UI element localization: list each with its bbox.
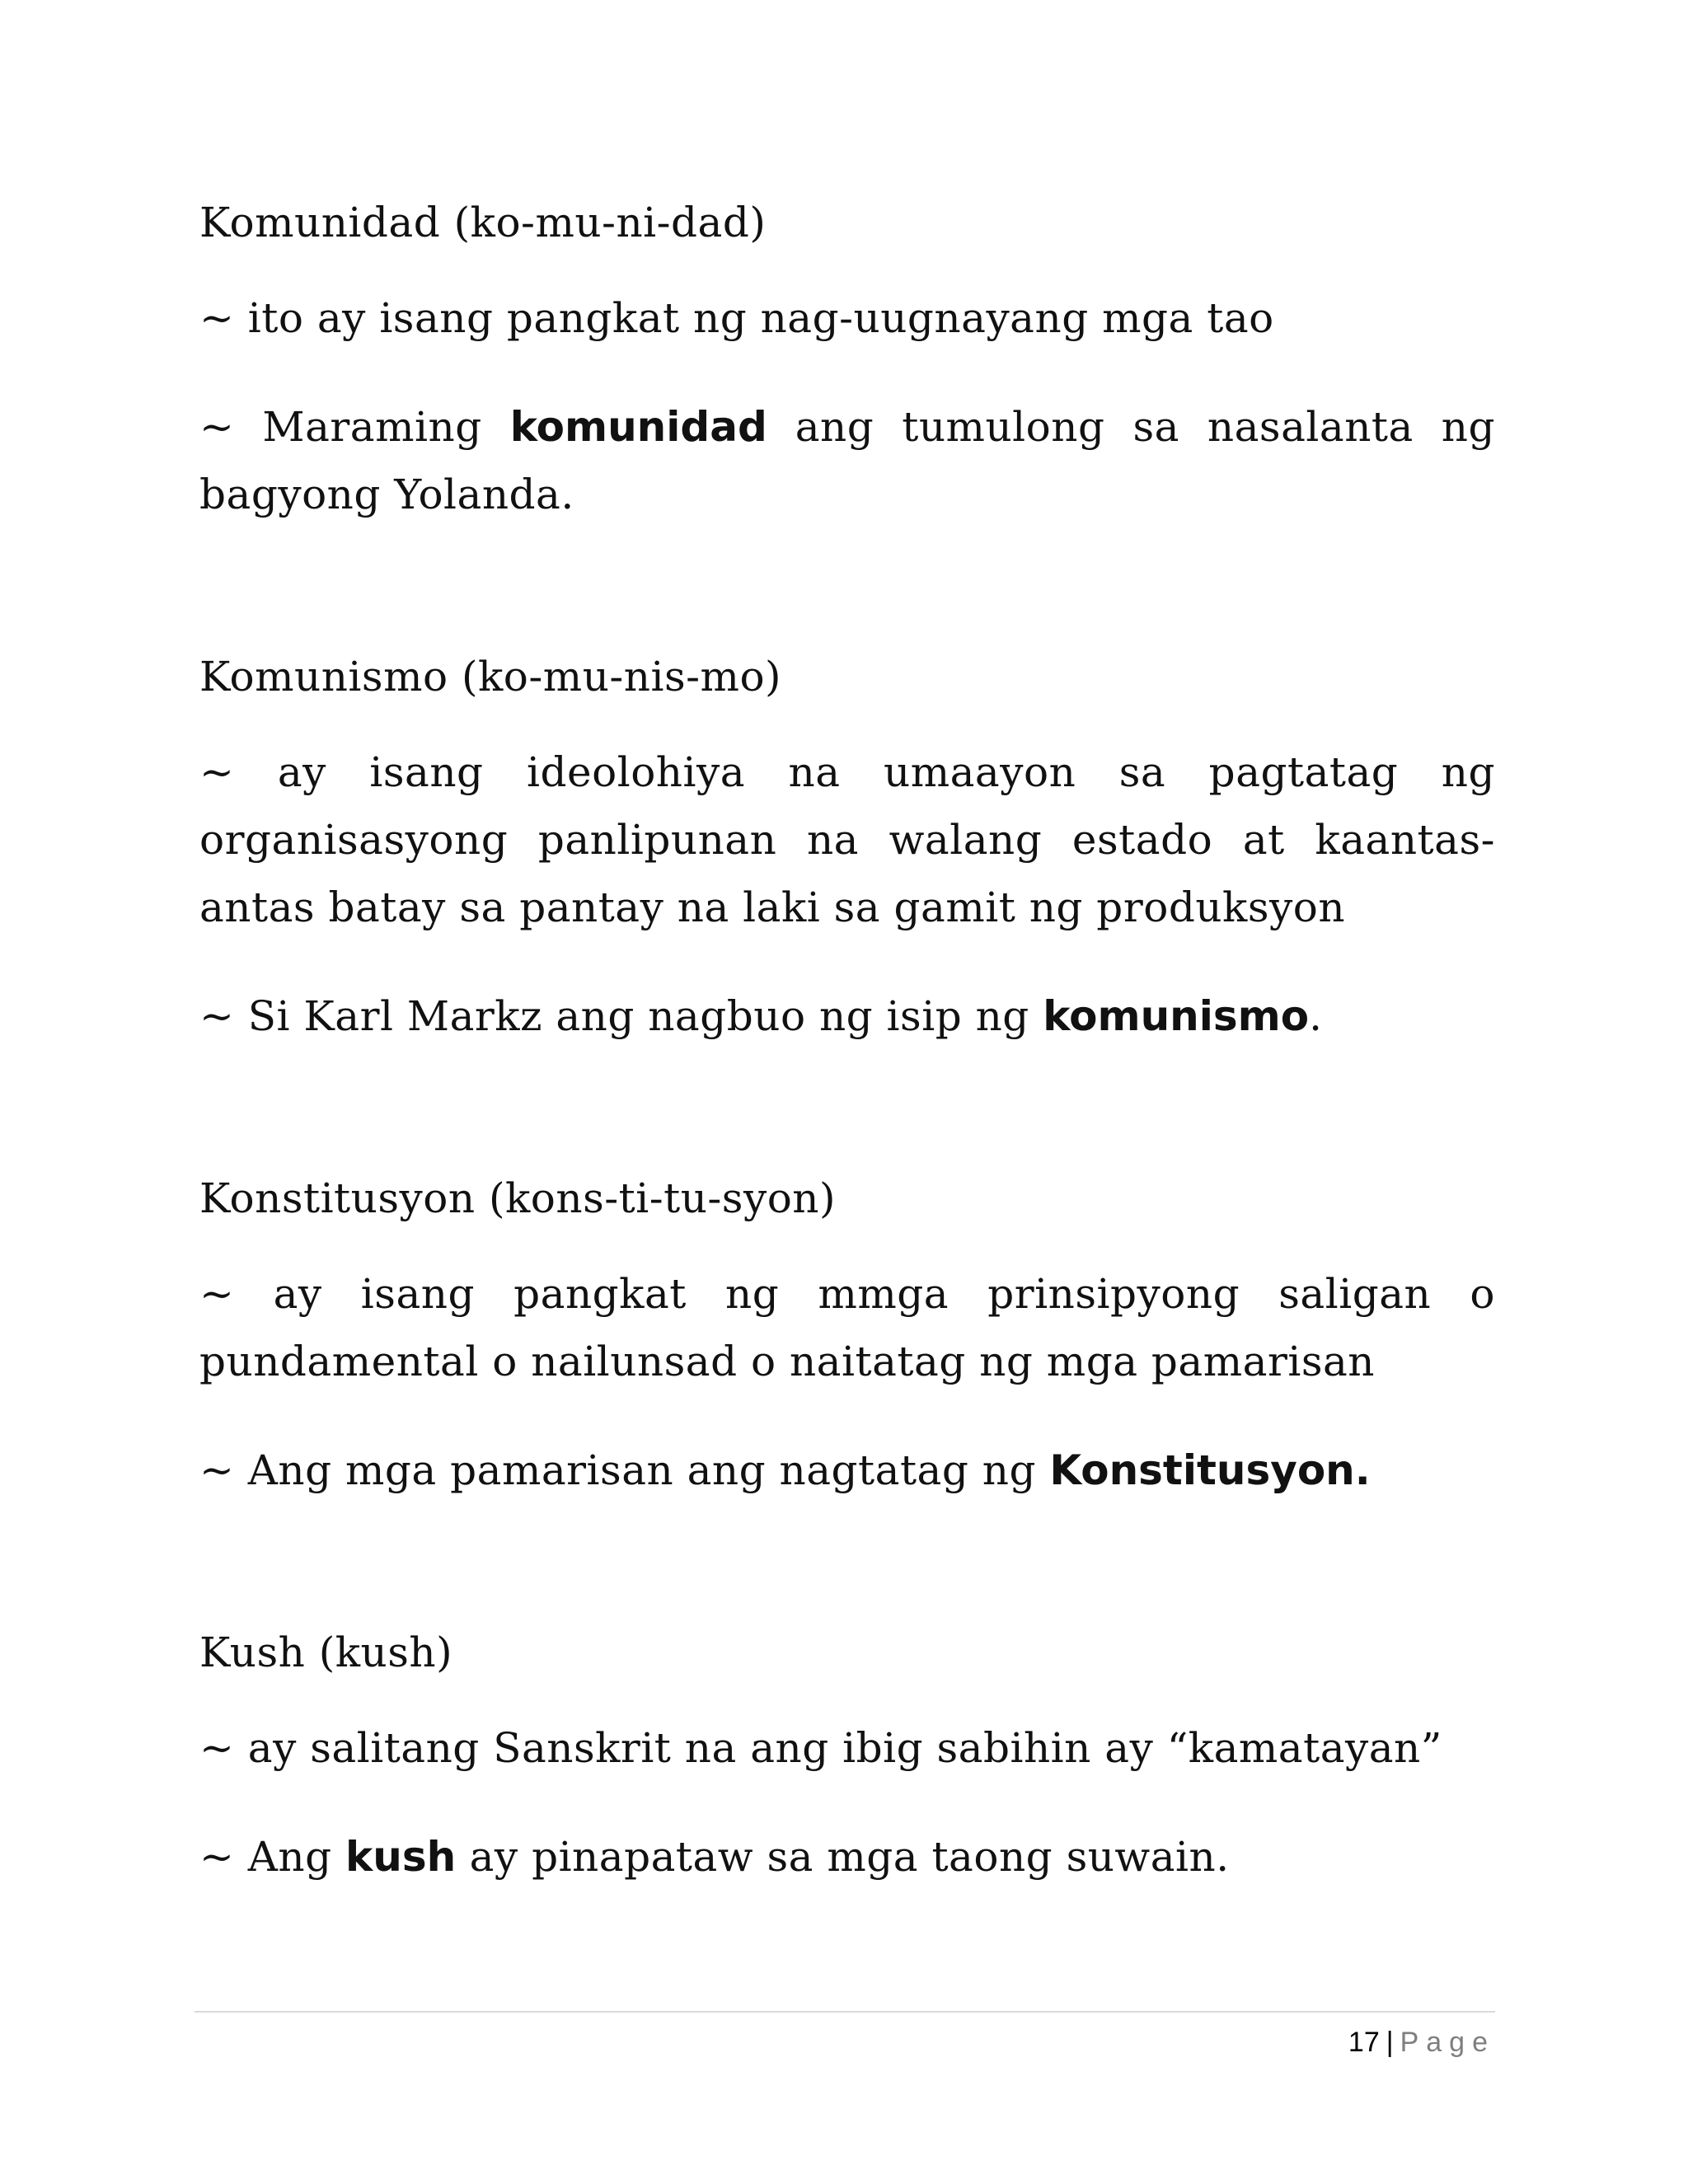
entry-komunidad <box>199 198 1495 528</box>
example-text: . <box>1309 992 1323 1040</box>
document-body <box>199 198 1495 1891</box>
example-text: ~ Si Karl Markz ang nagbuo ng isip ng <box>199 992 1043 1040</box>
entry-example <box>199 982 1495 1050</box>
page-label: Page <box>1400 2027 1495 2058</box>
entry-example <box>199 1823 1495 1891</box>
example-keyword: komunidad <box>509 403 767 451</box>
entry-definition: ~ ay isang ideolohiya na umaayon sa pagtatag ng organisasyong panlipunan na walang estado at kaantas-antas batay sa pantay na laki sa gamit ng produksyon <box>199 748 1495 931</box>
example-text: ~ Ang mga pamarisan ang nagtatag ng <box>199 1446 1050 1494</box>
example-keyword: komunismo <box>1043 992 1310 1040</box>
entry-headword: Komunidad (ko-mu-ni-dad) <box>199 199 767 246</box>
example-text: ay pinapataw sa mga taong suwain. <box>456 1833 1230 1881</box>
entry-example <box>199 1436 1495 1504</box>
entry-headword: Kush (kush) <box>199 1629 453 1676</box>
entry-definition: ~ ay isang pangkat ng mmga prinsipyong saligan o pundamental o nailunsad o naitatag ng mga pamarisan <box>199 1270 1495 1385</box>
entry-definition: ~ ay salitang Sanskrit na ang ibig sabihin ay “kamatayan” <box>199 1724 1442 1772</box>
example-keyword: kush <box>345 1833 457 1881</box>
example-keyword: Konstitusyon. <box>1049 1446 1371 1494</box>
entry-konstitusyon <box>199 1174 1495 1504</box>
example-text: ~ Maraming <box>199 403 510 451</box>
footer-separator: | <box>1386 2027 1394 2058</box>
page-footer <box>1348 2026 1495 2059</box>
entry-definition: ~ ito ay isang pangkat ng nag-uugnayang mga tao <box>199 294 1274 342</box>
entry-example <box>199 393 1495 528</box>
example-text: ang tumulong sa nasalanta ng bagyong Yolanda. <box>199 403 1495 518</box>
page-number: 17 <box>1348 2027 1380 2058</box>
entry-komunismo <box>199 652 1495 1050</box>
entry-headword: Komunismo (ko-mu-nis-mo) <box>199 653 782 701</box>
example-text: ~ Ang <box>199 1833 345 1881</box>
entry-kush <box>199 1628 1495 1891</box>
entry-headword: Konstitusyon (kons-ti-tu-syon) <box>199 1174 837 1222</box>
footer-divider <box>195 2011 1495 2013</box>
